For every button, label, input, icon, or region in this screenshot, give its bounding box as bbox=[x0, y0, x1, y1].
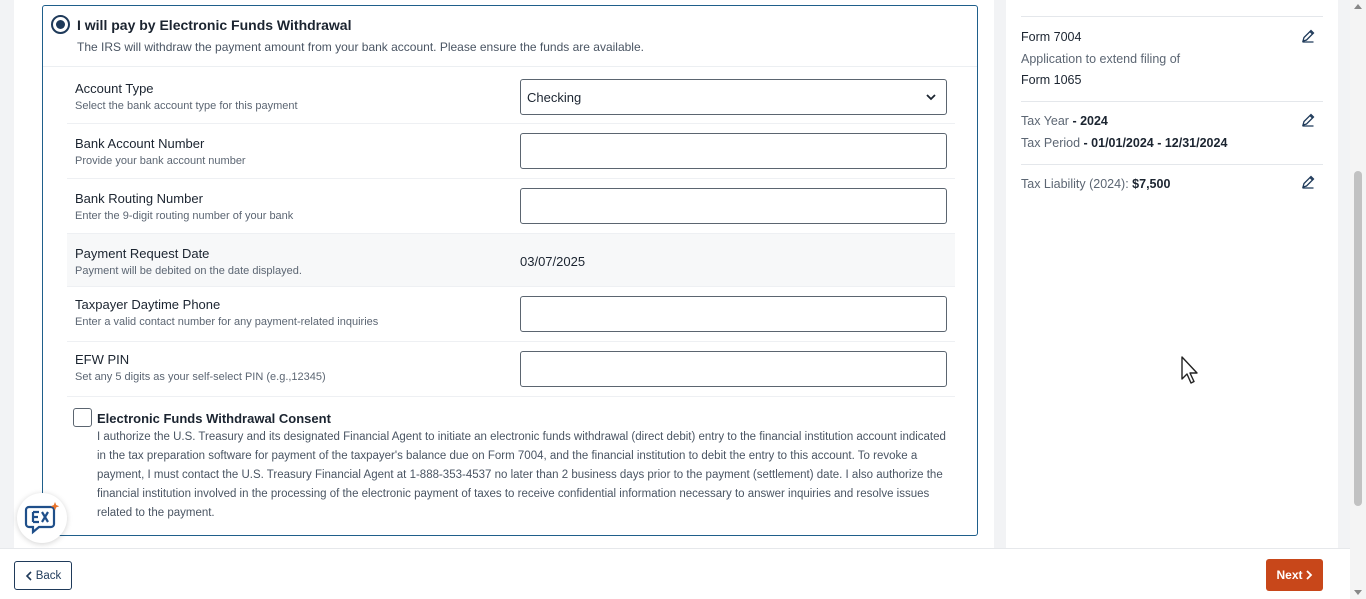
consent-text: I authorize the U.S. Treasury and its designated Financial Agent to initiate an electronic funds withdrawal (direct debit) entry to the financial institution account indicated in the tax preparation software for payment of the taxpayer's balance due on Form 7004, and the financial institution to debit the entry to this account. To revoke a payment, I must contact the U.S. Treasury Financial Agent at 1-888-353-4537 no later than 2 business days prior to the payment (settlement) date. I also authorize the financial institution involved in the processing of the electronic payment of taxes to receive confidential information necessary to answer inquiries and resolve issues related to the payment. bbox=[97, 431, 946, 519]
payment-date-label: Payment Request Date bbox=[75, 246, 210, 261]
account-type-select[interactable] bbox=[520, 79, 947, 115]
page-scrollbar[interactable] bbox=[1350, 0, 1366, 599]
payment-date-value: 03/07/2025 bbox=[520, 254, 586, 269]
efw-pin-label: EFW PIN bbox=[75, 352, 130, 367]
tax-liability bbox=[1021, 177, 1170, 191]
chevron-right-icon bbox=[1305, 570, 1313, 580]
form-description: Application to extend filing of bbox=[1021, 52, 1181, 66]
pencil-icon[interactable] bbox=[1301, 175, 1315, 189]
consent-checkbox[interactable] bbox=[73, 408, 92, 427]
pencil-icon[interactable] bbox=[1301, 29, 1315, 43]
scroll-down-arrow-icon[interactable] bbox=[1354, 590, 1362, 595]
chat-assistant-button[interactable] bbox=[17, 493, 67, 543]
form-title: Form 7004 bbox=[1021, 30, 1082, 44]
tax-year-label: Tax Year bbox=[1021, 114, 1069, 128]
payment-date-row bbox=[67, 234, 955, 287]
account-type-hint: Select the bank account type for this payment bbox=[75, 100, 298, 112]
account-number-label: Bank Account Number bbox=[75, 136, 205, 151]
sidebar-tax-year-section bbox=[1021, 102, 1323, 165]
routing-number-hint: Enter the 9-digit routing number of your bank bbox=[75, 210, 294, 222]
summary-sidebar bbox=[1006, 0, 1338, 548]
tax-period-value: - 01/01/2024 - 12/31/2024 bbox=[1080, 136, 1228, 150]
routing-number-label: Bank Routing Number bbox=[75, 191, 203, 206]
routing-number-input[interactable] bbox=[520, 188, 947, 224]
account-type-label: Account Type bbox=[75, 81, 154, 96]
chevron-down-icon bbox=[926, 92, 936, 102]
tax-liability-label: Tax Liability (2024): bbox=[1021, 177, 1133, 191]
pencil-icon[interactable] bbox=[1301, 113, 1315, 127]
next-button[interactable] bbox=[1266, 559, 1323, 591]
scroll-up-arrow-icon[interactable] bbox=[1354, 4, 1362, 9]
radio-selected-icon[interactable] bbox=[51, 15, 70, 34]
tax-year-value: - 2024 bbox=[1068, 114, 1108, 128]
efw-option-description: The IRS will withdraw the payment amount from your bank account. Please ensure the funds are available. bbox=[77, 40, 644, 54]
account-type-value: Checking bbox=[527, 90, 582, 105]
efw-pin-input[interactable] bbox=[520, 351, 947, 387]
efw-pin-row bbox=[67, 342, 955, 397]
phone-input[interactable] bbox=[520, 296, 947, 332]
efw-pin-hint: Set any 5 digits as your self-select PIN (e.g.,12345) bbox=[75, 371, 326, 383]
tax-period bbox=[1021, 136, 1227, 150]
phone-hint: Enter a valid contact number for any payment-related inquiries bbox=[75, 316, 379, 328]
tax-liability-value: $7,500 bbox=[1132, 177, 1171, 191]
mouse-cursor-icon bbox=[1180, 355, 1200, 385]
efw-option-title: I will pay by Electronic Funds Withdrawal bbox=[77, 17, 352, 33]
footer-bar bbox=[0, 548, 1350, 599]
efw-option-panel bbox=[42, 5, 978, 536]
consent-title: Electronic Funds Withdrawal Consent bbox=[97, 411, 331, 426]
tax-year bbox=[1021, 114, 1108, 128]
back-button[interactable] bbox=[14, 561, 72, 590]
next-button-label: Next bbox=[1276, 568, 1303, 582]
back-button-label: Back bbox=[35, 569, 62, 582]
efw-option-header[interactable] bbox=[43, 6, 977, 67]
sidebar-top-section bbox=[1021, 0, 1323, 17]
sidebar-form-section bbox=[1021, 17, 1323, 102]
sidebar-liability-section bbox=[1021, 165, 1323, 205]
chat-assistant-icon bbox=[17, 493, 67, 543]
routing-number-row bbox=[67, 179, 955, 234]
account-number-hint: Provide your bank account number bbox=[75, 155, 246, 167]
account-type-row bbox=[67, 68, 955, 124]
form-subtitle: Form 1065 bbox=[1021, 73, 1082, 87]
account-number-input[interactable] bbox=[520, 133, 947, 169]
chevron-left-icon bbox=[25, 571, 33, 581]
phone-row bbox=[67, 287, 955, 342]
account-number-row bbox=[67, 124, 955, 179]
scrollbar-thumb[interactable] bbox=[1354, 171, 1362, 506]
phone-label: Taxpayer Daytime Phone bbox=[75, 297, 221, 312]
tax-period-label: Tax Period bbox=[1021, 136, 1081, 150]
payment-date-hint: Payment will be debited on the date displayed. bbox=[75, 265, 302, 277]
